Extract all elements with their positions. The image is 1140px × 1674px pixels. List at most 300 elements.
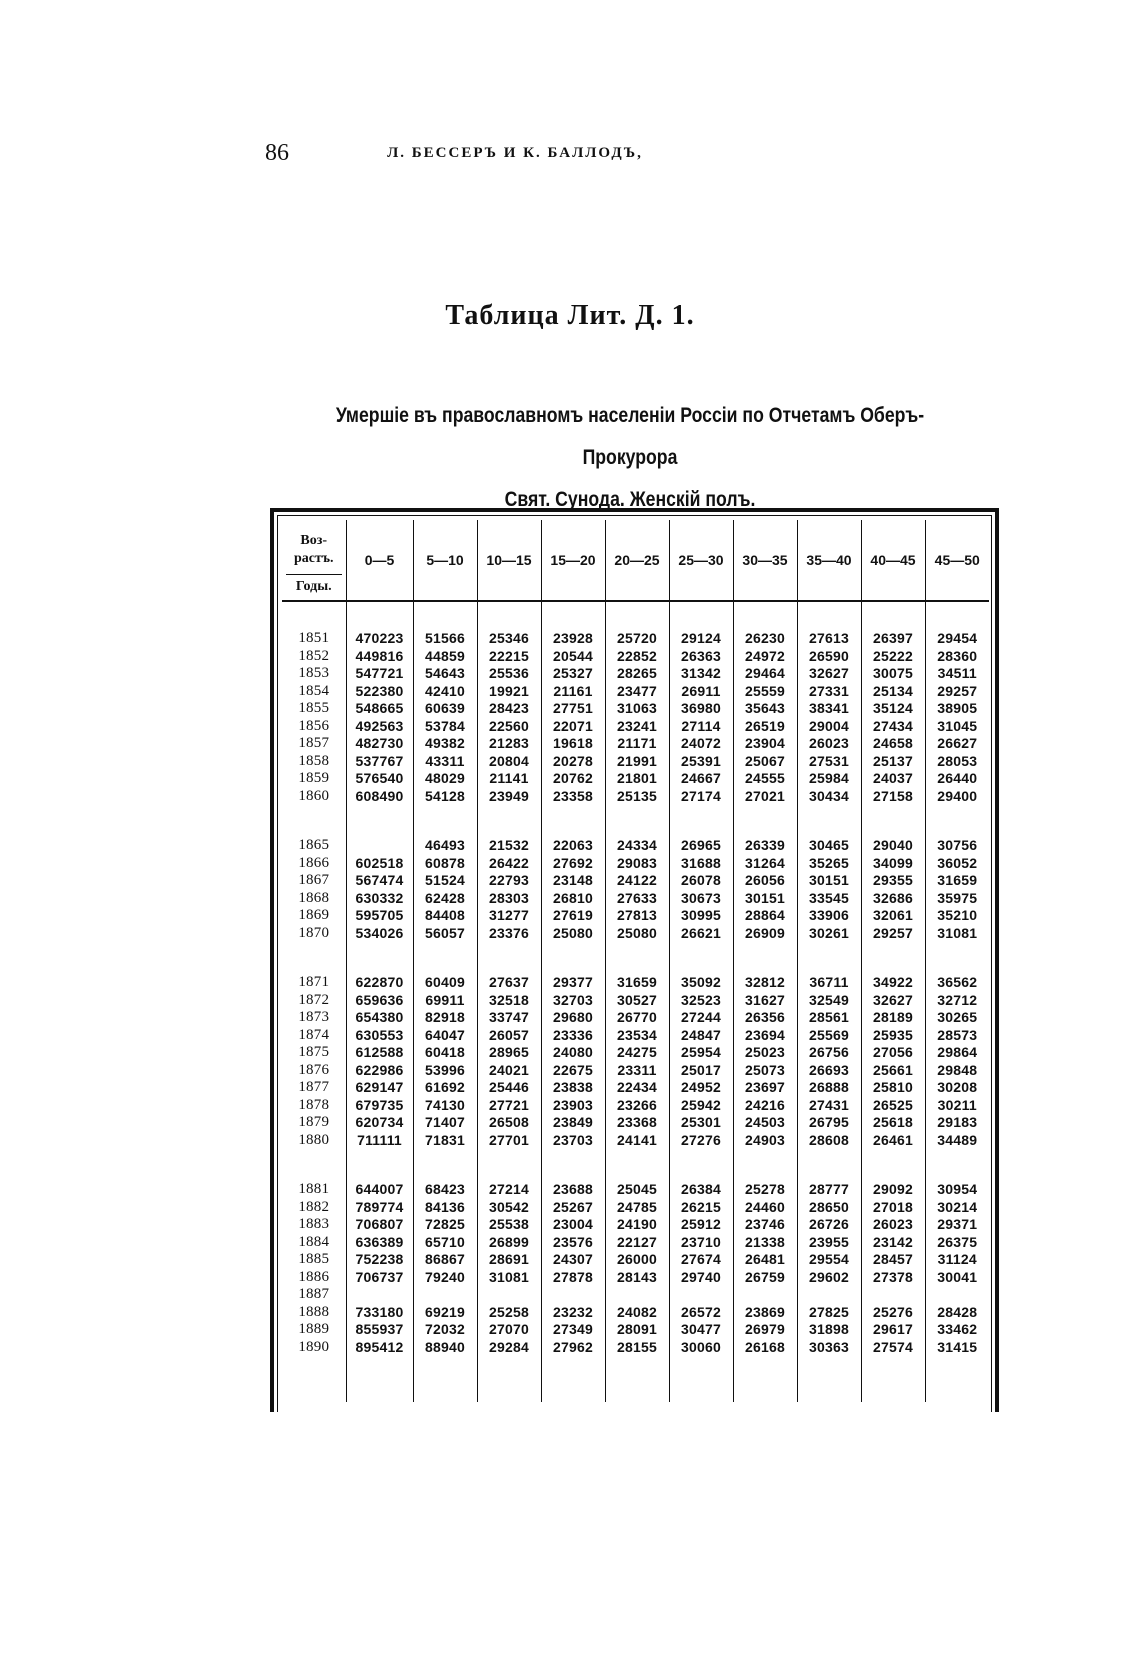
value-cell: 35210 (925, 907, 989, 925)
table-subtitle (302, 395, 957, 521)
value-cell: 25134 (861, 683, 925, 701)
value-cell: 23576 (541, 1234, 605, 1252)
value-cell: 25618 (861, 1114, 925, 1132)
value-cell: 23694 (733, 1027, 797, 1045)
value-cell: 612588 (346, 1044, 413, 1062)
value-cell: 25935 (861, 1027, 925, 1045)
value-cell: 51566 (413, 630, 477, 648)
spacer-cell (413, 601, 477, 630)
value-cell: 492563 (346, 718, 413, 736)
value-cell: 32812 (733, 974, 797, 992)
spacer-cell (669, 1149, 733, 1181)
value-cell: 24037 (861, 770, 925, 788)
year-cell: 1855 (298, 700, 330, 716)
value-cell: 31688 (669, 855, 733, 873)
value-cell: 33747 (477, 1009, 541, 1027)
spacer-cell (925, 1149, 989, 1181)
value-cell: 30214 (925, 1199, 989, 1217)
year-cell: 1871 (298, 974, 330, 990)
value-cell: 27378 (861, 1269, 925, 1287)
value-cell (541, 1286, 605, 1304)
spacer-cell (413, 1149, 477, 1181)
table-row (282, 855, 989, 873)
value-cell: 789774 (346, 1199, 413, 1217)
value-cell: 64047 (413, 1027, 477, 1045)
value-cell: 567474 (346, 872, 413, 890)
spacer-cell (797, 805, 861, 837)
value-cell: 65710 (413, 1234, 477, 1252)
year-cell: 1869 (298, 907, 330, 923)
value-cell: 25327 (541, 665, 605, 683)
value-cell: 26759 (733, 1269, 797, 1287)
value-cell: 25954 (669, 1044, 733, 1062)
value-cell: 26215 (669, 1199, 733, 1217)
value-cell: 602518 (346, 855, 413, 873)
table-row (282, 665, 989, 683)
spacer-cell (605, 1149, 669, 1181)
table-row (282, 1062, 989, 1080)
value-cell: 28091 (605, 1321, 669, 1339)
value-cell: 30208 (925, 1079, 989, 1097)
value-cell: 34489 (925, 1132, 989, 1150)
value-cell: 23241 (605, 718, 669, 736)
spacer-cell (541, 1356, 605, 1402)
value-cell: 27349 (541, 1321, 605, 1339)
column-header: 10—15 (477, 520, 541, 601)
value-cell: 29554 (797, 1251, 861, 1269)
value-cell: 25346 (477, 630, 541, 648)
column-header: 0—5 (346, 520, 413, 601)
value-cell: 31045 (925, 718, 989, 736)
value-cell: 82918 (413, 1009, 477, 1027)
value-cell: 23477 (605, 683, 669, 701)
value-cell: 71407 (413, 1114, 477, 1132)
value-cell: 30041 (925, 1269, 989, 1287)
value-cell: 26422 (477, 855, 541, 873)
value-cell: 31659 (925, 872, 989, 890)
value-cell: 28864 (733, 907, 797, 925)
value-cell: 29284 (477, 1339, 541, 1357)
spacer-cell (797, 1356, 861, 1402)
value-cell: 21141 (477, 770, 541, 788)
value-cell: 30477 (669, 1321, 733, 1339)
value-cell: 23368 (605, 1114, 669, 1132)
value-cell: 28777 (797, 1181, 861, 1199)
spacer-cell (669, 942, 733, 974)
block-spacer (282, 1356, 989, 1402)
value-cell: 23746 (733, 1216, 797, 1234)
value-cell: 26023 (797, 735, 861, 753)
value-cell: 25080 (541, 925, 605, 943)
spacer-cell (346, 942, 413, 974)
value-cell: 24307 (541, 1251, 605, 1269)
spacer-cell (282, 1356, 346, 1402)
value-cell: 25267 (541, 1199, 605, 1217)
value-cell: 22063 (541, 837, 605, 855)
value-cell: 855937 (346, 1321, 413, 1339)
table-row (282, 1132, 989, 1150)
value-cell: 32686 (861, 890, 925, 908)
year-cell: 1859 (298, 770, 330, 786)
value-cell: 30465 (797, 837, 861, 855)
value-cell: 27701 (477, 1132, 541, 1150)
value-cell: 24667 (669, 770, 733, 788)
value-cell: 26168 (733, 1339, 797, 1357)
mortality-table (282, 520, 989, 1402)
value-cell: 25023 (733, 1044, 797, 1062)
value-cell: 54128 (413, 788, 477, 806)
value-cell: 28965 (477, 1044, 541, 1062)
spacer-cell (541, 1149, 605, 1181)
value-cell: 28143 (605, 1269, 669, 1287)
value-cell: 49382 (413, 735, 477, 753)
value-cell: 21801 (605, 770, 669, 788)
value-cell: 26693 (797, 1062, 861, 1080)
value-cell: 31659 (605, 974, 669, 992)
value-cell: 26481 (733, 1251, 797, 1269)
value-cell: 44859 (413, 648, 477, 666)
value-cell: 25080 (605, 925, 669, 943)
value-cell: 38341 (797, 700, 861, 718)
value-cell: 26078 (669, 872, 733, 890)
year-cell: 1876 (298, 1061, 330, 1078)
spacer-cell (477, 942, 541, 974)
value-cell: 26726 (797, 1216, 861, 1234)
value-cell: 25258 (477, 1304, 541, 1322)
value-cell: 23904 (733, 735, 797, 753)
spacer-cell (282, 601, 346, 630)
value-cell: 35975 (925, 890, 989, 908)
value-cell: 43311 (413, 753, 477, 771)
value-cell: 26888 (797, 1079, 861, 1097)
value-cell: 27825 (797, 1304, 861, 1322)
table-row (282, 753, 989, 771)
year-cell: 1875 (298, 1044, 330, 1060)
value-cell: 25278 (733, 1181, 797, 1199)
year-cell: 1879 (298, 1114, 330, 1130)
table-row (282, 1269, 989, 1287)
value-cell: 24080 (541, 1044, 605, 1062)
value-cell: 654380 (346, 1009, 413, 1027)
block-spacer (282, 601, 989, 630)
value-cell: 32549 (797, 992, 861, 1010)
value-cell: 482730 (346, 735, 413, 753)
age-label-2: растъ. (293, 550, 334, 566)
spacer-cell (282, 1149, 346, 1181)
value-cell: 22071 (541, 718, 605, 736)
value-cell: 31898 (797, 1321, 861, 1339)
spacer-cell (282, 805, 346, 837)
spacer-cell (733, 1356, 797, 1402)
value-cell: 28423 (477, 700, 541, 718)
value-cell: 25446 (477, 1079, 541, 1097)
spacer-cell (477, 601, 541, 630)
value-cell: 29371 (925, 1216, 989, 1234)
value-cell: 30211 (925, 1097, 989, 1115)
value-cell: 27114 (669, 718, 733, 736)
value-cell: 26909 (733, 925, 797, 943)
value-cell (346, 837, 413, 855)
value-cell: 23266 (605, 1097, 669, 1115)
value-cell: 30756 (925, 837, 989, 855)
spacer-cell (861, 1149, 925, 1181)
spacer-cell (925, 601, 989, 630)
value-cell: 24122 (605, 872, 669, 890)
value-cell: 26230 (733, 630, 797, 648)
value-cell: 24972 (733, 648, 797, 666)
value-cell: 24072 (669, 735, 733, 753)
value-cell: 24141 (605, 1132, 669, 1150)
value-cell: 29355 (861, 872, 925, 890)
column-header: 25—30 (669, 520, 733, 601)
value-cell: 22127 (605, 1234, 669, 1252)
value-cell: 25661 (861, 1062, 925, 1080)
subtitle-line-2: Свят. Сунода. Женскій полъ. (504, 488, 756, 511)
value-cell: 26572 (669, 1304, 733, 1322)
value-cell: 28265 (605, 665, 669, 683)
spacer-cell (346, 1356, 413, 1402)
table-body (282, 601, 989, 1402)
value-cell: 26756 (797, 1044, 861, 1062)
value-cell: 24847 (669, 1027, 733, 1045)
value-cell: 60639 (413, 700, 477, 718)
year-cell: 1867 (298, 872, 330, 888)
table-row (282, 1216, 989, 1234)
value-cell: 29680 (541, 1009, 605, 1027)
value-cell: 27021 (733, 788, 797, 806)
spacer-cell (733, 1149, 797, 1181)
spacer-cell (605, 805, 669, 837)
year-cell: 1873 (298, 1009, 330, 1025)
year-cell: 1854 (298, 682, 330, 699)
value-cell: 53784 (413, 718, 477, 736)
value-cell: 35265 (797, 855, 861, 873)
value-cell: 26911 (669, 683, 733, 701)
value-cell: 630332 (346, 890, 413, 908)
value-cell: 31627 (733, 992, 797, 1010)
value-cell: 23376 (477, 925, 541, 943)
spacer-cell (797, 1149, 861, 1181)
table-row (282, 1044, 989, 1062)
value-cell: 34922 (861, 974, 925, 992)
value-cell: 22793 (477, 872, 541, 890)
spacer-cell (797, 601, 861, 630)
value-cell: 28457 (861, 1251, 925, 1269)
table-row (282, 907, 989, 925)
value-cell: 54643 (413, 665, 477, 683)
value-cell: 31081 (477, 1269, 541, 1287)
table-row (282, 974, 989, 992)
value-cell: 46493 (413, 837, 477, 855)
table-row (282, 837, 989, 855)
value-cell: 62428 (413, 890, 477, 908)
spacer-cell (605, 1356, 669, 1402)
value-cell: 679735 (346, 1097, 413, 1115)
value-cell: 29740 (669, 1269, 733, 1287)
value-cell: 33462 (925, 1321, 989, 1339)
value-cell: 22434 (605, 1079, 669, 1097)
table-row (282, 648, 989, 666)
value-cell: 25045 (605, 1181, 669, 1199)
table-row (282, 1251, 989, 1269)
value-cell: 29864 (925, 1044, 989, 1062)
value-cell: 26979 (733, 1321, 797, 1339)
value-cell: 26770 (605, 1009, 669, 1027)
value-cell: 27878 (541, 1269, 605, 1287)
age-label: Воз- (300, 532, 328, 548)
table-row (282, 1079, 989, 1097)
value-cell (733, 1286, 797, 1304)
value-cell: 522380 (346, 683, 413, 701)
column-header: 35—40 (797, 520, 861, 601)
value-cell: 29040 (861, 837, 925, 855)
value-cell: 21991 (605, 753, 669, 771)
value-cell: 26795 (797, 1114, 861, 1132)
value-cell: 21171 (605, 735, 669, 753)
value-cell: 24334 (605, 837, 669, 855)
value-cell (925, 1286, 989, 1304)
value-cell: 706737 (346, 1269, 413, 1287)
value-cell: 36052 (925, 855, 989, 873)
value-cell: 28053 (925, 753, 989, 771)
value-cell: 733180 (346, 1304, 413, 1322)
block-spacer (282, 942, 989, 974)
value-cell: 711111 (346, 1132, 413, 1150)
table-row (282, 1009, 989, 1027)
table-row (282, 1027, 989, 1045)
year-cell: 1887 (298, 1286, 330, 1302)
value-cell: 56057 (413, 925, 477, 943)
column-header: 40—45 (861, 520, 925, 601)
value-cell: 29183 (925, 1114, 989, 1132)
value-cell: 30151 (733, 890, 797, 908)
value-cell: 31277 (477, 907, 541, 925)
value-cell: 32061 (861, 907, 925, 925)
value-cell: 26056 (733, 872, 797, 890)
table-row (282, 683, 989, 701)
table-row (282, 1114, 989, 1132)
value-cell: 23697 (733, 1079, 797, 1097)
value-cell: 30995 (669, 907, 733, 925)
value-cell: 84408 (413, 907, 477, 925)
value-cell: 895412 (346, 1339, 413, 1357)
table-row (282, 1181, 989, 1199)
value-cell: 28189 (861, 1009, 925, 1027)
value-cell: 27751 (541, 700, 605, 718)
year-cell: 1881 (298, 1181, 330, 1197)
value-cell: 24216 (733, 1097, 797, 1115)
value-cell: 26397 (861, 630, 925, 648)
value-cell: 29454 (925, 630, 989, 648)
value-cell: 30954 (925, 1181, 989, 1199)
value-cell: 28650 (797, 1199, 861, 1217)
table-row (282, 630, 989, 648)
column-header: 20—25 (605, 520, 669, 601)
value-cell: 32523 (669, 992, 733, 1010)
value-cell: 576540 (346, 770, 413, 788)
value-cell: 30261 (797, 925, 861, 943)
value-cell: 69219 (413, 1304, 477, 1322)
value-cell: 20278 (541, 753, 605, 771)
year-cell: 1851 (298, 630, 330, 646)
value-cell: 25135 (605, 788, 669, 806)
value-cell: 36980 (669, 700, 733, 718)
value-cell: 28573 (925, 1027, 989, 1045)
value-cell: 27721 (477, 1097, 541, 1115)
year-cell: 1853 (298, 665, 330, 681)
value-cell: 470223 (346, 630, 413, 648)
value-cell: 28608 (797, 1132, 861, 1150)
value-cell: 88940 (413, 1339, 477, 1357)
value-cell: 61692 (413, 1079, 477, 1097)
table-row (282, 1234, 989, 1252)
subtitle-line-1: Умершіе въ православномъ населеніи Россіи по Отчетамъ Оберъ-Прокурора (335, 404, 925, 469)
value-cell: 26057 (477, 1027, 541, 1045)
spacer-cell (861, 942, 925, 974)
value-cell: 23534 (605, 1027, 669, 1045)
table-row (282, 718, 989, 736)
value-cell: 51524 (413, 872, 477, 890)
value-cell: 27158 (861, 788, 925, 806)
block-spacer (282, 1149, 989, 1181)
value-cell: 35124 (861, 700, 925, 718)
value-cell: 23703 (541, 1132, 605, 1150)
spacer-cell (861, 601, 925, 630)
value-cell: 28155 (605, 1339, 669, 1357)
value-cell: 24082 (605, 1304, 669, 1322)
value-cell: 31124 (925, 1251, 989, 1269)
value-cell: 30075 (861, 665, 925, 683)
value-cell: 32712 (925, 992, 989, 1010)
value-cell: 449816 (346, 648, 413, 666)
value-cell: 30527 (605, 992, 669, 1010)
value-cell: 27331 (797, 683, 861, 701)
year-cell: 1884 (298, 1233, 330, 1250)
value-cell: 33545 (797, 890, 861, 908)
spacer-cell (477, 1149, 541, 1181)
value-cell: 25017 (669, 1062, 733, 1080)
year-cell: 1878 (298, 1096, 330, 1113)
value-cell: 28561 (797, 1009, 861, 1027)
value-cell: 27214 (477, 1181, 541, 1199)
value-cell: 27574 (861, 1339, 925, 1357)
year-cell: 1868 (298, 889, 330, 906)
value-cell: 534026 (346, 925, 413, 943)
spacer-cell (541, 942, 605, 974)
value-cell: 659636 (346, 992, 413, 1010)
table-row (282, 1286, 989, 1304)
value-cell: 22560 (477, 718, 541, 736)
value-cell: 42410 (413, 683, 477, 701)
corner-header (282, 520, 346, 601)
value-cell: 26965 (669, 837, 733, 855)
value-cell: 20804 (477, 753, 541, 771)
value-cell (413, 1286, 477, 1304)
spacer-cell (541, 805, 605, 837)
value-cell: 25912 (669, 1216, 733, 1234)
value-cell: 31264 (733, 855, 797, 873)
value-cell: 29602 (797, 1269, 861, 1287)
value-cell: 547721 (346, 665, 413, 683)
column-header: 45—50 (925, 520, 989, 601)
block-spacer (282, 805, 989, 837)
column-header: 5—10 (413, 520, 477, 601)
value-cell: 25301 (669, 1114, 733, 1132)
value-cell: 24190 (605, 1216, 669, 1234)
table-row (282, 925, 989, 943)
value-cell: 31342 (669, 665, 733, 683)
value-cell: 29257 (925, 683, 989, 701)
